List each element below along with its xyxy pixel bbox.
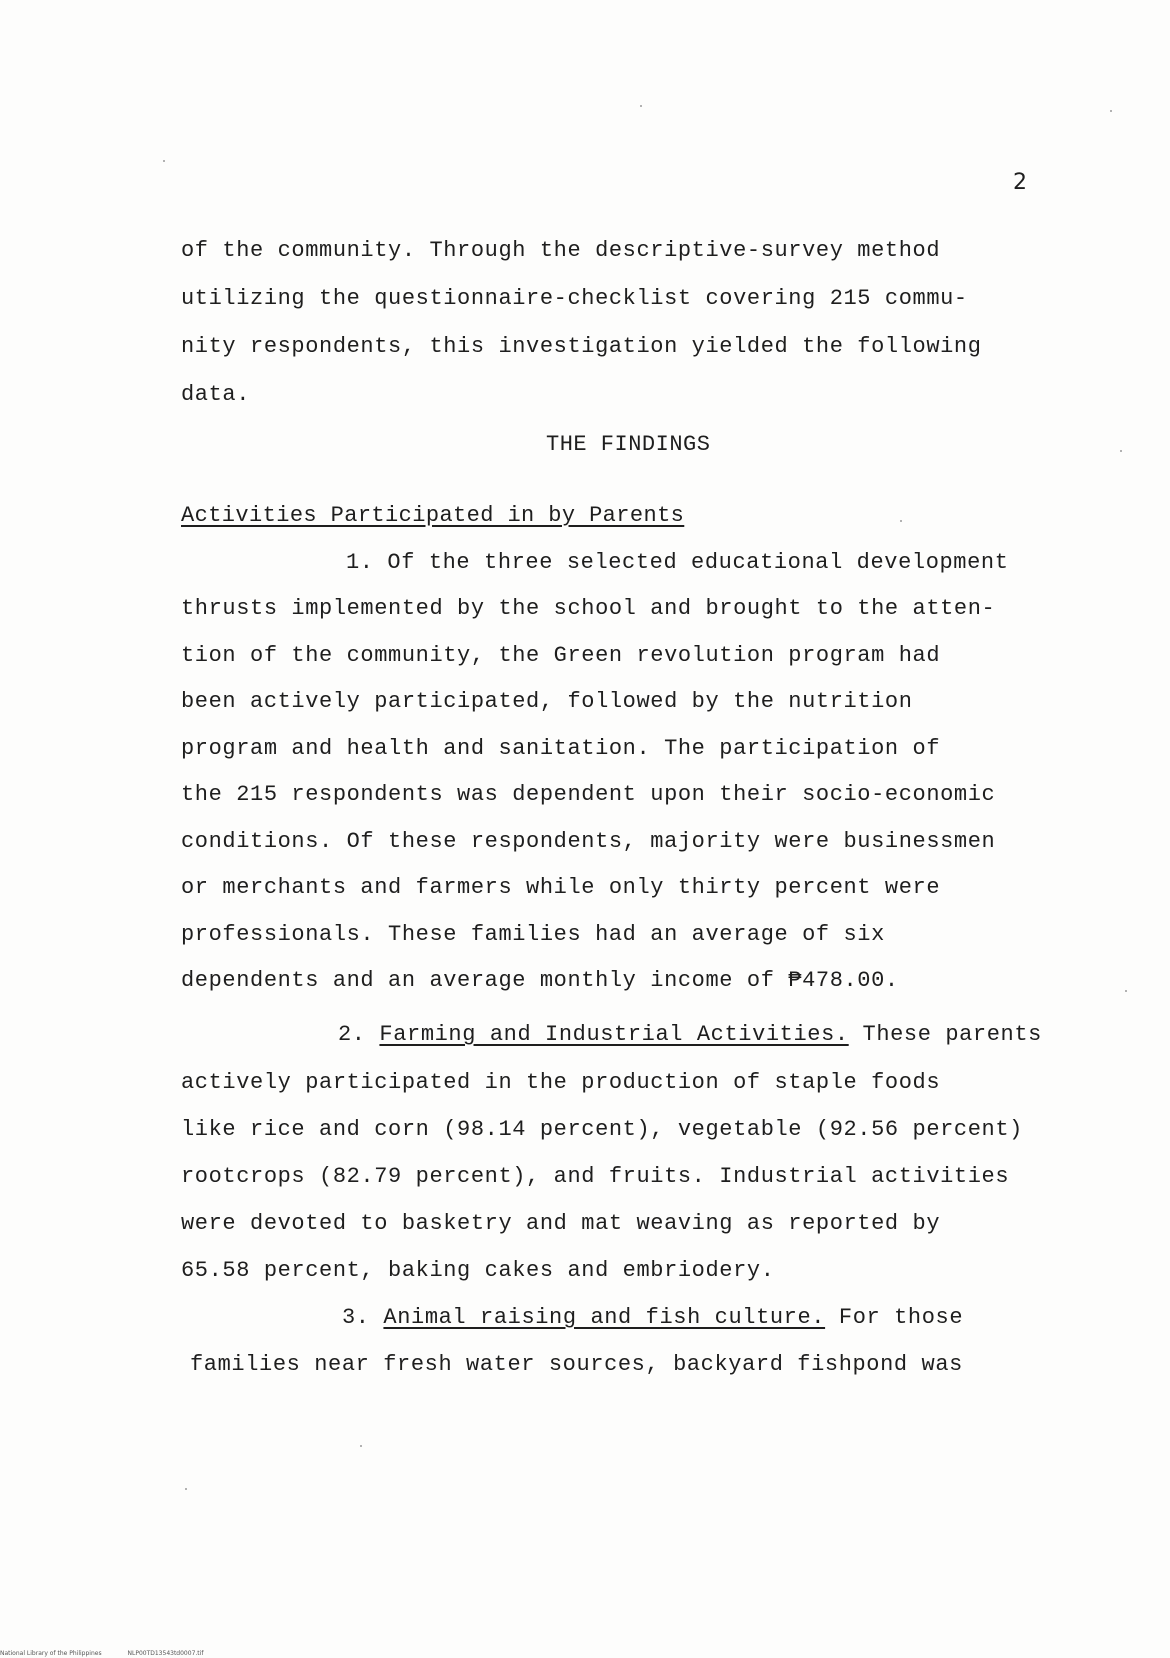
item2-line: rootcrops (82.79 percent), and fruits. Industrial activities — [181, 1164, 1010, 1189]
item1-line: thrusts implemented by the school and brought to the atten- — [181, 596, 996, 621]
scan-speck — [360, 1445, 362, 1447]
item3-number: 3. — [342, 1305, 370, 1330]
item2-first-line-rest: These parents — [862, 1022, 1042, 1047]
item3-first-line — [342, 1305, 963, 1330]
item1-line: the 215 respondents was dependent upon their socio-economic — [181, 782, 996, 807]
item3-title: Animal raising and fish culture. — [383, 1305, 826, 1330]
item1-line: tion of the community, the Green revolution program had — [181, 643, 941, 668]
scan-footer — [0, 1650, 227, 1657]
scan-speck — [900, 520, 902, 522]
item2-number: 2. — [338, 1022, 366, 1047]
item1-line: conditions. Of these respondents, majority were businessmen — [181, 829, 996, 854]
item2-line: 65.58 percent, baking cakes and embriodery. — [181, 1258, 775, 1283]
findings-heading: THE FINDINGS — [546, 432, 711, 457]
intro-line: nity respondents, this investigation yielded the following — [181, 334, 982, 359]
intro-line: utilizing the questionnaire-checklist covering 215 commu- — [181, 286, 968, 311]
item3-first-line-rest: For those — [838, 1305, 964, 1330]
scan-speck — [1125, 990, 1127, 992]
scan-speck — [1110, 110, 1112, 112]
intro-line: data. — [181, 382, 251, 407]
item2-title: Farming and Industrial Activities. — [379, 1022, 849, 1047]
footer-library: National Library of the Philippines — [0, 1650, 102, 1657]
item2-line: like rice and corn (98.14 percent), vegetable (92.56 percent) — [181, 1117, 1023, 1142]
item1-line: or merchants and farmers while only thirty percent were — [181, 875, 941, 900]
footer-file: NLP00TD13543td0007.tif — [127, 1650, 204, 1657]
item1-line: 1. Of the three selected educational development — [346, 550, 1009, 575]
item1-line: dependents and an average monthly income of ₱478.00. — [181, 968, 899, 993]
scan-speck — [640, 105, 642, 107]
item1-line: professionals. These families had an average of six — [181, 922, 885, 947]
item2-first-line — [338, 1022, 1042, 1047]
activities-heading: Activities Participated in by Parents — [181, 503, 685, 528]
item2-line: were devoted to basketry and mat weaving as reported by — [181, 1211, 941, 1236]
item2-line: actively participated in the production of staple foods — [181, 1070, 941, 1095]
scan-speck — [163, 160, 165, 162]
item3-line: families near fresh water sources, backyard fishpond was — [190, 1352, 963, 1377]
item1-line: been actively participated, followed by the nutrition — [181, 689, 913, 714]
item1-line: program and health and sanitation. The participation of — [181, 736, 941, 761]
scan-speck — [1120, 450, 1122, 452]
intro-line: of the community. Through the descriptive-survey method — [181, 238, 941, 263]
page-number: 2 — [1013, 170, 1027, 195]
scan-speck — [185, 1488, 187, 1490]
